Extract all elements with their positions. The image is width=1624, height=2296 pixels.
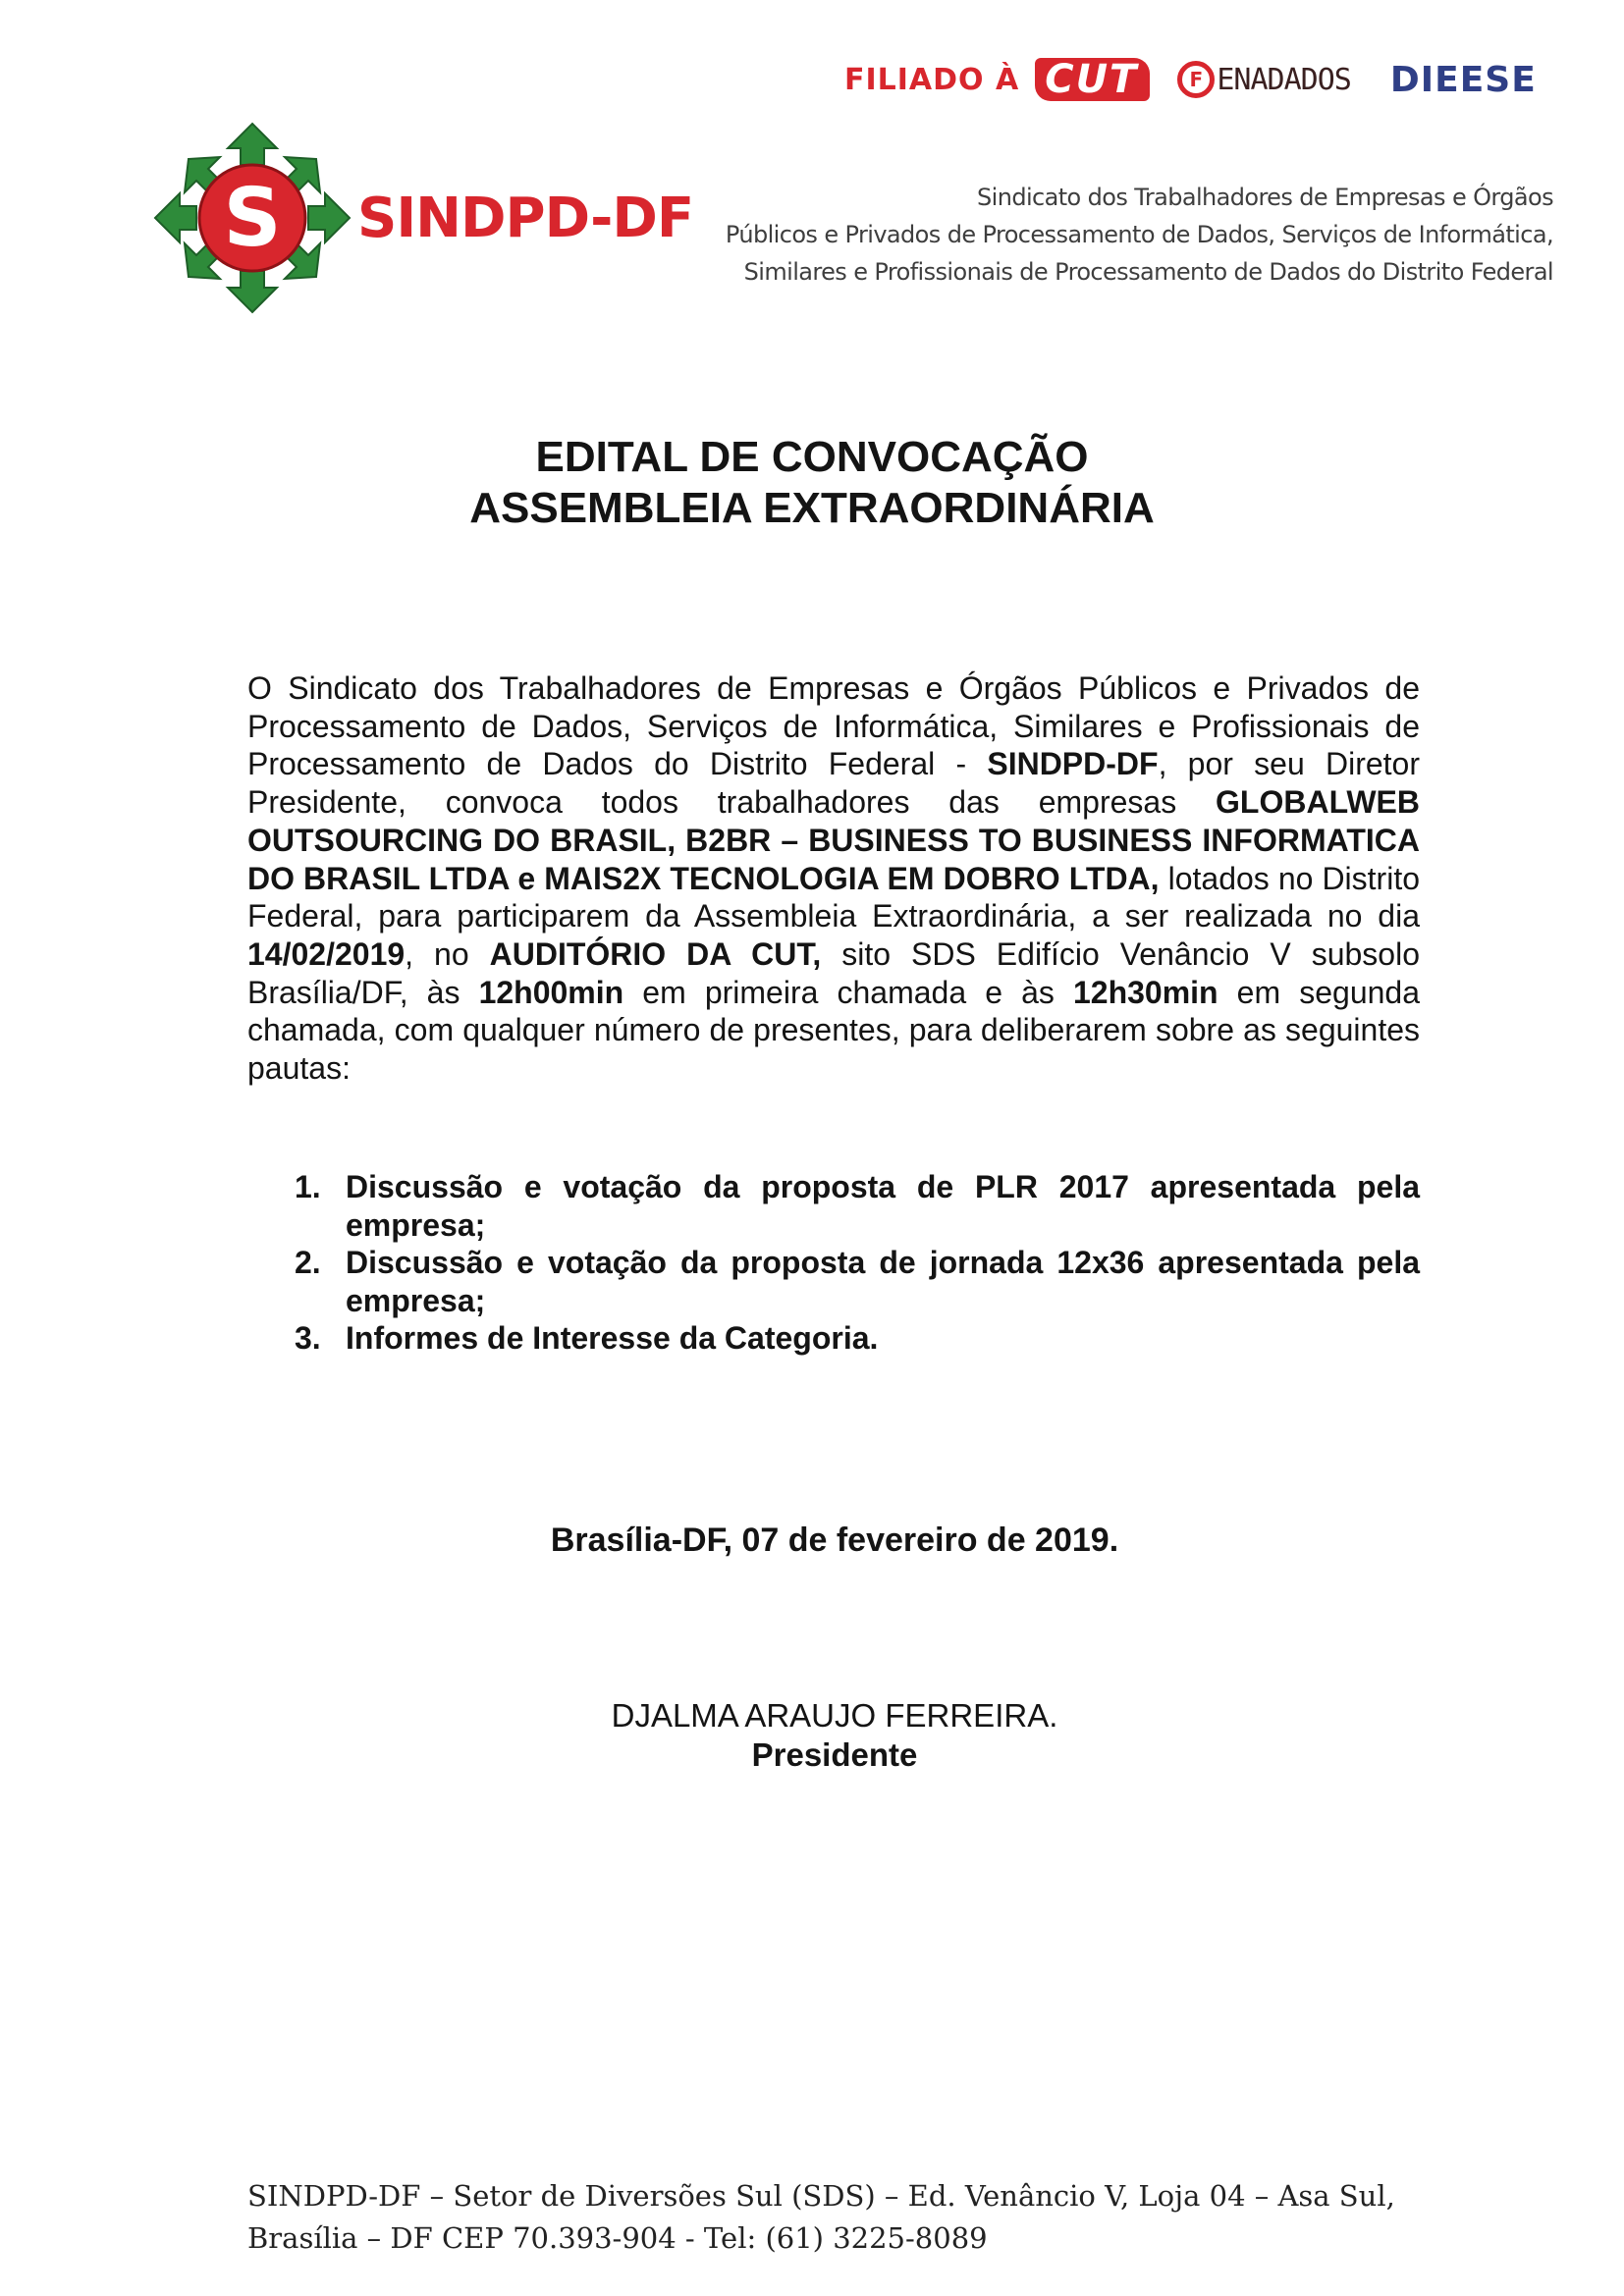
footer-line: SINDPD-DF – Setor de Diversões Sul (SDS) – Ed. Venâncio V, Loja 04 – Asa Sul, [247, 2179, 1395, 2213]
cut-logo: CUT [1035, 58, 1150, 101]
agenda-item [295, 1168, 1420, 1244]
agenda-list [295, 1168, 1420, 1358]
agenda-item-text: Informes de Interesse da Categoria. [346, 1320, 879, 1356]
paragraph-text: em segunda chamada, com qualquer número de presentes, para deliberarem sobre as seguintes pautas: [247, 974, 1420, 1087]
brand-name: SINDPD-DF [357, 186, 694, 250]
footer-address [247, 2175, 1395, 2260]
fenadados-logo-text: ENADADOS [1217, 62, 1351, 97]
agenda-item [295, 1319, 1420, 1358]
agenda-item-text: Discussão e votação da proposta de PLR 2017 apresentada pela empresa; [346, 1169, 1420, 1243]
union-tagline [726, 179, 1553, 291]
paragraph-text: , no [405, 935, 490, 972]
meeting-date: 14/02/2019 [247, 935, 406, 972]
second-call-time: 12h30min [1072, 974, 1218, 1010]
union-short-name: SINDPD-DF [987, 746, 1159, 782]
dieese-logo: DIEESE [1389, 59, 1537, 100]
paragraph-text: em primeira chamada e às [623, 974, 1073, 1010]
fenadados-logo [1177, 61, 1351, 98]
convocation-paragraph [247, 669, 1420, 1088]
tagline-line: Similares e Profissionais de Processamento de Dados do Distrito Federal [743, 258, 1553, 286]
agenda-item-number: 1. [295, 1169, 321, 1204]
document-title [0, 432, 1624, 534]
signatory-name: DJALMA ARAUJO FERREIRA. [611, 1697, 1058, 1734]
companies-list: GLOBALWEB OUTSOURCING DO BRASIL, B2BR – BUSINESS TO BUSINESS INFORMATICA DO BRASIL LTDA e MAIS2X TECNOLOGIA EM DOBRO LTDA, [247, 784, 1420, 896]
paragraph-text: , por seu Diretor Presidente, convoca todos trabalhadores das empresas [247, 746, 1421, 821]
affiliation-logos [844, 55, 1537, 104]
footer-line: Brasília – DF CEP 70.393-904 - Tel: (61) 3225-8089 [247, 2221, 988, 2255]
agenda-item [295, 1244, 1420, 1319]
tagline-line: Públicos e Privados de Processamento de Dados, Serviços de Informática, [725, 221, 1553, 248]
first-call-time: 12h00min [478, 974, 624, 1010]
tagline-line: Sindicato dos Trabalhadores de Empresas e Órgãos [977, 184, 1553, 211]
sindpd-emblem-icon [149, 120, 355, 316]
sindpd-brand [149, 120, 693, 316]
agenda-item-number: 2. [295, 1245, 321, 1280]
svg-text:S: S [223, 172, 282, 265]
meeting-venue: AUDITÓRIO DA CUT, [489, 935, 822, 972]
agenda-item-number: 3. [295, 1320, 321, 1356]
fenadados-mark-icon: F [1177, 61, 1215, 98]
paragraph-text: sito SDS Edifício Venâncio V subsolo Brasília/DF, às [247, 935, 1421, 1010]
paragraph-text: lotados no Distrito Federal, para participarem da Assembleia Extraordinária, a ser realizada no dia [247, 860, 1421, 934]
signature-block [0, 1696, 1624, 1775]
signatory-role: Presidente [751, 1736, 918, 1773]
title-line-1: EDITAL DE CONVOCAÇÃO [535, 433, 1089, 481]
date-line: Brasília-DF, 07 de fevereiro de 2019. [550, 1522, 1119, 1559]
agenda-item-text: Discussão e votação da proposta de jornada 12x36 apresentada pela empresa; [346, 1245, 1420, 1318]
affiliation-label: FILIADO À [844, 62, 1020, 97]
title-line-2: ASSEMBLEIA EXTRAORDINÁRIA [469, 484, 1155, 532]
paragraph-text: O Sindicato dos Trabalhadores de Empresas e Órgãos Públicos e Privados de Processamento de Dados, Serviços de Informática, Similares e Profissionais de Processamento de Dados do Distrito Federal - [247, 670, 1420, 782]
